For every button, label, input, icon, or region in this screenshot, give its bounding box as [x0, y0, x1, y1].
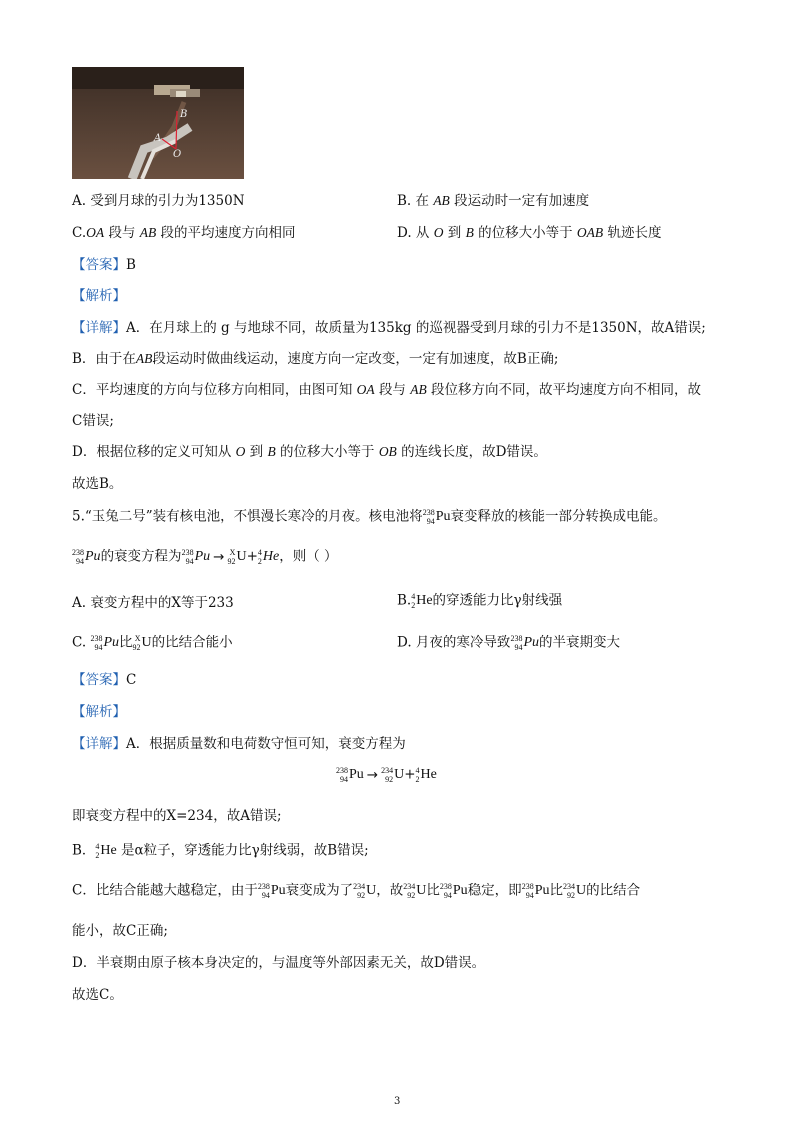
q4-option-d: D. 从 O 到 B 的位移大小等于 OAB 轨迹长度 [397, 225, 662, 241]
decay-equation: 238 94 Pu → 234 92 U + 4 2 He [336, 766, 437, 784]
q4-detail-line-2: B．由于在AB段运动时做曲线运动，速度方向一定改变，一定有加速度，故B正确; [72, 351, 559, 367]
lunar-rover-photo [72, 67, 244, 179]
q4-option-b: B. 在 AB 段运动时一定有加速度 [397, 193, 590, 209]
nuclide-pu-238: 238 94 Pu [422, 508, 451, 526]
q5-detail-line-5: C．比结合能越大越稳定，由于 238 94 Pu 衰变成为了 234 92 U ，故 234 92 U 比 238 94 Pu 稳定，即 238 94 Pu 比 234 92 U 的比结合 [72, 882, 641, 900]
q5-stem-line-2: 238 94 Pu 的衰变方程为 238 94 Pu → X 92 U + 4 2 He ，则（ ） [72, 548, 338, 566]
q4-analysis-label: 【解析】 [72, 288, 126, 304]
q4-option-a: A. 受到月球的引力为1350N [72, 193, 245, 209]
q5-analysis-label: 【解析】 [72, 704, 126, 720]
q5-detail-line-4: B． 4 2 He 是α粒子，穿透能力比γ射线弱，故B错误; [72, 842, 369, 860]
q5-detail-line-3: 即衰变方程中的X=234，故A错误; [72, 808, 282, 824]
q5-answer: 【答案】C [72, 672, 137, 688]
q5-option-a: A. 衰变方程中的X等于233 [72, 595, 234, 611]
q4-answer: 【答案】B [72, 257, 136, 273]
q5-option-b: B. 4 2 He 的穿透能力比γ射线强 [397, 592, 563, 610]
q5-stem-line-1: 5.“玉兔二号”装有核电池，不惧漫长寒冷的月夜。核电池将 238 94 Pu 衰变释放的核能一部分转换成电能。 [72, 508, 667, 526]
photo-label-b: B [180, 109, 188, 120]
q5-detail-line-7: D．半衰期由原子核本身决定的，与温度等外部因素无关，故D错误。 [72, 955, 486, 971]
q5-detail-line-1: 【详解】A．根据质量数和电荷数守恒可知，衰变方程为 [72, 736, 406, 752]
q5-detail-line-8: 故选C。 [72, 987, 123, 1003]
q5-option-c: C. 238 94 Pu 比 X 92 U 的比结合能小 [72, 634, 233, 652]
q5-detail-line-6: 能小，故C正确; [72, 923, 168, 939]
photo-label-a: A [154, 133, 162, 144]
q4-option-c: C.OA 段与 AB 段的平均速度方向相同 [72, 225, 296, 241]
q4-detail-line-4: C错误; [72, 413, 114, 429]
q4-detail-line-5: D．根据位移的定义可知从 O 到 B 的位移大小等于 OB 的连线长度，故D错误。 [72, 444, 547, 460]
q4-detail-line-3: C．平均速度的方向与位移方向相同，由图可知 OA 段与 AB 段位移方向不同，故平均速度方向不相同，故 [72, 382, 702, 398]
q5-option-d: D. 月夜的寒冷导致 238 94 Pu 的半衰期变大 [397, 634, 620, 652]
photo-label-o: O [173, 149, 182, 160]
q4-detail-line-6: 故选B。 [72, 476, 123, 492]
q4-detail-line-1: 【详解】A．在月球上的 g 与地球不同，故质量为135kg 的巡视器受到月球的引力不是1350N，故A错误; [72, 320, 706, 336]
page-number: 3 [394, 1096, 401, 1107]
